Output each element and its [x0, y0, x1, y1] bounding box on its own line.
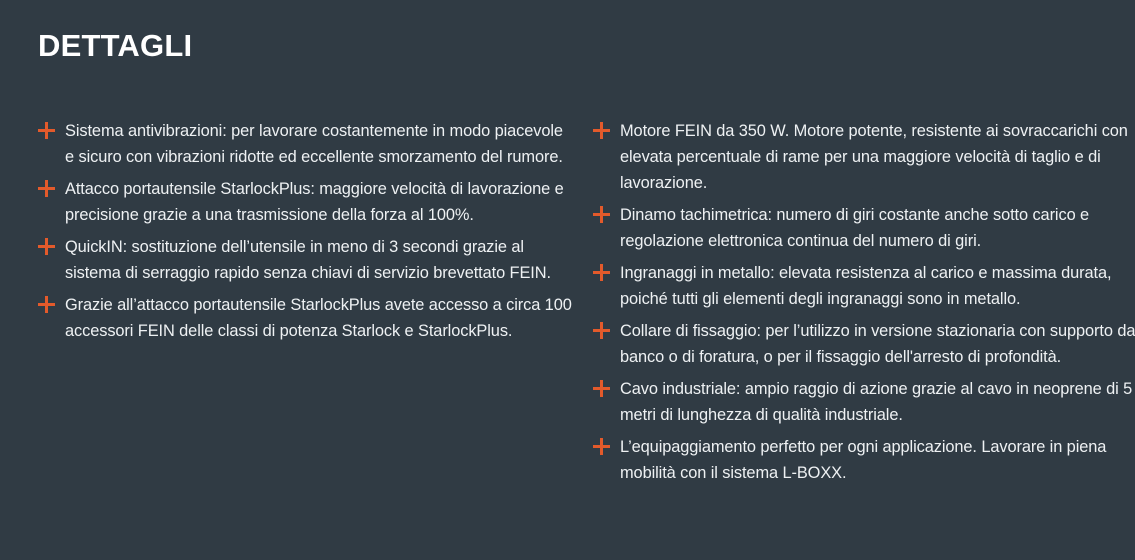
detail-text: QuickIN: sostituzione dell’utensile in meno di 3 secondi grazie al sistema di serraggio rapido senza chiavi di servizio brevettato FEIN.	[65, 238, 551, 282]
plus-icon	[593, 380, 610, 397]
plus-icon	[593, 122, 610, 139]
plus-icon	[38, 122, 55, 139]
detail-text: L’equipaggiamento perfetto per ogni applicazione. Lavorare in piena mobilità con il sistema L-BOXX.	[620, 438, 1107, 482]
detail-item	[38, 292, 575, 344]
plus-icon	[593, 206, 610, 223]
detail-item	[593, 260, 1135, 312]
detail-item	[38, 118, 575, 170]
detail-text: Motore FEIN da 350 W. Motore potente, resistente ai sovraccarichi con elevata percentuale di rame per una maggiore velocità di taglio e di lavorazione.	[620, 122, 1128, 192]
detail-item	[38, 234, 575, 286]
detail-text: Attacco portautensile StarlockPlus: maggiore velocità di lavorazione e precisione grazie a una trasmissione della forza al 100%.	[65, 180, 564, 224]
plus-icon	[593, 264, 610, 281]
detail-item	[593, 318, 1135, 370]
detail-text: Ingranaggi in metallo: elevata resistenza al carico e massima durata, poiché tutti gli elementi degli ingranaggi sono in metallo.	[620, 264, 1112, 308]
plus-icon	[593, 322, 610, 339]
detail-text: Dinamo tachimetrica: numero di giri costante anche sotto carico e regolazione elettronica continua del numero di giri.	[620, 206, 1090, 250]
detail-text: Collare di fissaggio: per l’utilizzo in versione stazionaria con supporto da banco o di foratura, o per il fissaggio dell'arresto di profondità.	[620, 322, 1135, 366]
plus-icon	[38, 296, 55, 313]
detail-item	[593, 376, 1135, 428]
detail-text: Grazie all’attacco portautensile StarlockPlus avete accesso a circa 100 accessori FEIN delle classi di potenza Starlock e StarlockPlus.	[65, 296, 572, 340]
detail-item	[593, 202, 1135, 254]
plus-icon	[38, 238, 55, 255]
plus-icon	[593, 438, 610, 455]
detail-item	[38, 176, 575, 228]
details-list-right	[593, 118, 1133, 492]
plus-icon	[38, 180, 55, 197]
detail-item	[593, 434, 1135, 486]
detail-text: Cavo industriale: ampio raggio di azione grazie al cavo in neoprene di 5 metri di lunghezza di qualità industriale.	[620, 380, 1133, 424]
section-title: DETTAGLI	[38, 28, 193, 63]
details-list-left	[38, 118, 572, 350]
detail-item	[593, 118, 1135, 196]
detail-text: Sistema antivibrazioni: per lavorare costantemente in modo piacevole e sicuro con vibrazioni ridotte ed eccellente smorzamento del rumore.	[65, 122, 563, 166]
